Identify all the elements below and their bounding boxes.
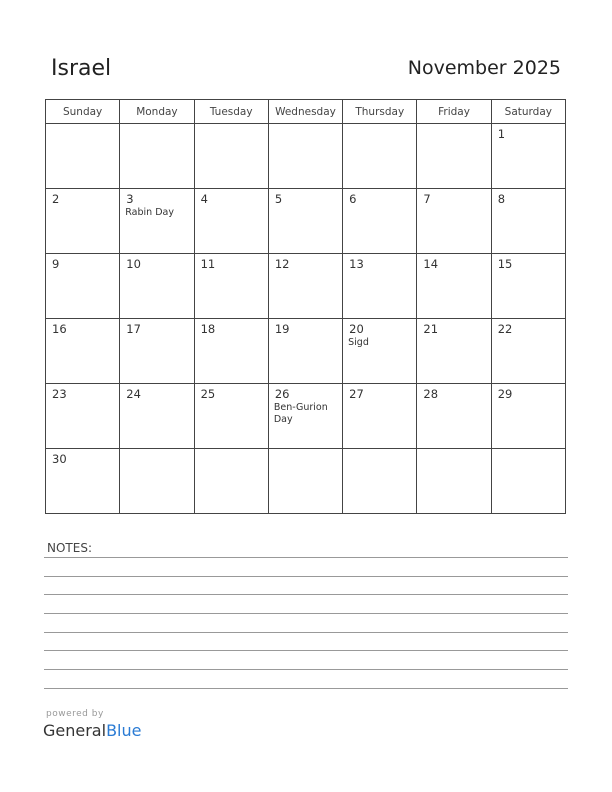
day-cell <box>343 254 417 319</box>
day-cell <box>268 319 342 384</box>
holiday-label: Ben-Gurion Day <box>273 402 328 425</box>
day-number: 14 <box>423 257 439 271</box>
day-number: 16 <box>52 322 67 336</box>
weekday-header-row <box>46 100 566 124</box>
day-cell <box>46 254 120 319</box>
day-number: 19 <box>274 322 290 336</box>
day-cell <box>268 124 342 189</box>
day-cell <box>417 124 491 189</box>
day-number: 15 <box>497 257 513 271</box>
day-cell <box>343 189 417 254</box>
day-number: 7 <box>423 192 431 206</box>
day-cell <box>120 189 194 254</box>
day-number: 30 <box>52 452 67 466</box>
weekday-friday: Friday <box>417 100 491 124</box>
day-number: 24 <box>126 387 141 401</box>
day-cell <box>120 254 194 319</box>
week-row <box>46 189 566 254</box>
day-number: 29 <box>497 387 513 401</box>
day-number: 5 <box>274 192 283 206</box>
note-line <box>44 650 568 651</box>
day-cell <box>417 319 491 384</box>
note-line <box>44 576 568 577</box>
week-row <box>46 319 566 384</box>
day-cell <box>46 189 120 254</box>
day-number: 26 <box>274 387 290 401</box>
day-number: 20 <box>349 322 364 336</box>
weekday-thursday: Thursday <box>343 100 417 124</box>
day-cell <box>194 254 268 319</box>
day-cell <box>194 384 268 449</box>
day-number: 18 <box>200 322 216 336</box>
day-cell <box>343 124 417 189</box>
note-line <box>44 613 568 614</box>
day-cell <box>46 319 120 384</box>
note-line <box>44 688 568 689</box>
country-title: Israel <box>51 56 112 81</box>
notes-label: NOTES: <box>47 541 92 555</box>
day-number: 1 <box>497 127 506 141</box>
powered-by-text: powered by <box>46 709 104 719</box>
day-cell <box>120 449 194 514</box>
day-cell <box>491 384 565 449</box>
brand-general: General <box>43 721 107 740</box>
day-cell <box>46 384 120 449</box>
day-cell <box>268 254 342 319</box>
day-cell <box>268 189 342 254</box>
day-cell <box>491 449 565 514</box>
day-cell <box>120 124 194 189</box>
day-cell <box>268 449 342 514</box>
day-number: 27 <box>349 387 364 401</box>
day-number: 23 <box>52 387 67 401</box>
day-number: 13 <box>349 257 364 271</box>
day-cell <box>194 124 268 189</box>
day-cell <box>120 319 194 384</box>
day-number: 3 <box>126 192 134 206</box>
day-number: 12 <box>274 257 290 271</box>
day-cell <box>120 384 194 449</box>
day-cell <box>491 189 565 254</box>
day-cell <box>268 384 342 449</box>
week-row <box>46 254 566 319</box>
calendar-grid <box>45 99 566 514</box>
day-number: 9 <box>52 257 60 271</box>
day-cell <box>343 319 417 384</box>
weekday-wednesday: Wednesday <box>268 100 342 124</box>
weekday-tuesday: Tuesday <box>194 100 268 124</box>
brand-logo <box>43 721 141 740</box>
note-line <box>44 594 568 595</box>
day-number: 6 <box>349 192 357 206</box>
day-cell <box>194 319 268 384</box>
day-number: 8 <box>497 192 506 206</box>
weekday-sunday: Sunday <box>46 100 120 124</box>
weekday-monday: Monday <box>120 100 194 124</box>
note-line <box>44 669 568 670</box>
day-cell <box>46 124 120 189</box>
day-number: 21 <box>423 322 439 336</box>
weekday-saturday: Saturday <box>491 100 565 124</box>
day-cell <box>343 384 417 449</box>
day-number: 11 <box>200 257 216 271</box>
day-cell <box>491 254 565 319</box>
day-number: 4 <box>200 192 208 206</box>
day-cell <box>46 449 120 514</box>
week-row <box>46 124 566 189</box>
day-cell <box>417 189 491 254</box>
holiday-label: Rabin Day <box>125 207 174 218</box>
day-cell <box>491 319 565 384</box>
day-cell <box>417 449 491 514</box>
month-year-title: November 2025 <box>407 57 561 79</box>
day-cell <box>417 384 491 449</box>
day-number: 10 <box>126 257 141 271</box>
holiday-label: Sigd <box>348 337 369 348</box>
day-cell <box>194 449 268 514</box>
day-cell <box>194 189 268 254</box>
day-cell <box>343 449 417 514</box>
day-number: 2 <box>52 192 60 206</box>
week-row <box>46 449 566 514</box>
day-number: 25 <box>200 387 216 401</box>
day-number: 22 <box>497 322 513 336</box>
note-line <box>44 557 568 558</box>
brand-blue: Blue <box>106 721 142 740</box>
day-cell <box>417 254 491 319</box>
note-line <box>44 632 568 633</box>
day-number: 17 <box>126 322 141 336</box>
day-cell <box>491 124 565 189</box>
week-row <box>46 384 566 449</box>
day-number: 28 <box>423 387 439 401</box>
